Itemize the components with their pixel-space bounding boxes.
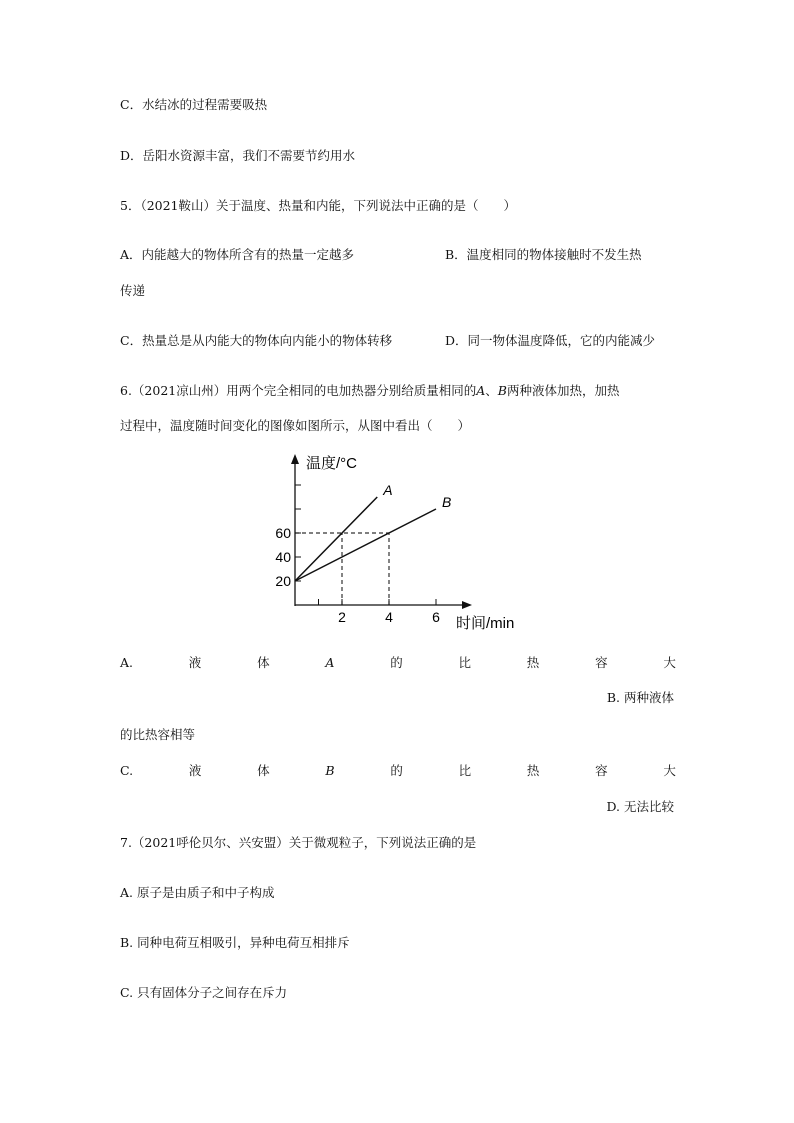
q6-option-a bbox=[120, 655, 676, 671]
q6-liquid-a: A bbox=[476, 383, 486, 398]
q6c-part: 比 bbox=[458, 763, 472, 778]
q6c-part: 热 bbox=[526, 763, 540, 778]
y-axis-label: 温度/°C bbox=[306, 455, 357, 472]
q6-sep: 、 bbox=[485, 383, 498, 398]
x-ticks bbox=[319, 599, 441, 625]
x-axis-arrow bbox=[462, 601, 472, 609]
q6a-part: 热 bbox=[526, 655, 540, 670]
x-tick-label: 2 bbox=[338, 609, 346, 625]
q7-stem: 7.（2021呼伦贝尔、兴安盟）关于微观粒子，下列说法正确的是 bbox=[120, 835, 477, 850]
q6-option-b: B. 两种液体 bbox=[606, 690, 674, 705]
q6c-part: C. bbox=[120, 763, 134, 778]
x-tick-label: 6 bbox=[432, 609, 440, 625]
q6c-part: 大 bbox=[663, 763, 676, 778]
temperature-time-chart bbox=[262, 446, 527, 636]
q6-stem-line1 bbox=[120, 383, 620, 399]
y-ticks bbox=[275, 485, 301, 589]
series-line-A bbox=[295, 497, 377, 581]
q6-stem-line2: 过程中，温度随时间变化的图像如图所示，从图中看出（ ） bbox=[120, 418, 471, 433]
y-tick-label: 40 bbox=[275, 549, 291, 565]
q5-option-c: C．热量总是从内能大的物体向内能小的物体转移 bbox=[120, 333, 393, 348]
series-lines bbox=[295, 482, 451, 581]
q5-option-a: A．内能越大的物体所含有的热量一定越多 bbox=[120, 247, 355, 262]
q6a-part: 容 bbox=[595, 655, 608, 670]
chart-axes bbox=[291, 454, 472, 609]
x-axis-label: 时间/min bbox=[456, 615, 515, 632]
y-tick-label: 60 bbox=[275, 525, 291, 541]
q6-option-b-continued: 的比热容相等 bbox=[120, 727, 196, 742]
q5-option-b-continued: 传递 bbox=[120, 283, 146, 298]
x-tick-label: 4 bbox=[385, 609, 393, 625]
q6a-part: 液 bbox=[188, 655, 202, 670]
series-label-A: A bbox=[383, 482, 393, 498]
q6c-part: B bbox=[325, 763, 335, 778]
q7-option-b: B. 同种电荷互相吸引，异种电荷互相排斥 bbox=[120, 935, 350, 950]
q5-stem: 5．（2021鞍山）关于温度、热量和内能，下列说法中正确的是（ ） bbox=[120, 198, 517, 213]
q6-option-c bbox=[120, 763, 676, 779]
q4-option-c: C．水结冰的过程需要吸热 bbox=[120, 97, 268, 112]
q6a-part: A. bbox=[120, 655, 134, 670]
q6c-part: 容 bbox=[595, 763, 608, 778]
q6c-part: 的 bbox=[390, 763, 403, 778]
q7-option-c: C. 只有固体分子之间存在斥力 bbox=[120, 985, 288, 1000]
q6-stem-pre: 6.（2021凉山州）用两个完全相同的电加热器分别给质量相同的 bbox=[120, 383, 477, 398]
q6-liquid-b: B bbox=[497, 383, 507, 398]
q6a-part: A bbox=[325, 655, 335, 670]
y-axis-arrow bbox=[291, 454, 299, 464]
q4-option-d: D．岳阳水资源丰富，我们不需要节约用水 bbox=[120, 148, 356, 163]
q6a-part: 的 bbox=[390, 655, 403, 670]
q7-option-a: A. 原子是由质子和中子构成 bbox=[120, 885, 275, 900]
series-label-B: B bbox=[442, 494, 452, 510]
q6c-part: 体 bbox=[257, 763, 270, 778]
q5-option-d: D．同一物体温度降低，它的内能减少 bbox=[445, 333, 656, 348]
q6a-part: 比 bbox=[458, 655, 472, 670]
q5-option-b: B．温度相同的物体接触时不发生热 bbox=[445, 247, 642, 262]
q6a-part: 体 bbox=[257, 655, 270, 670]
q6-stem-post: 两种液体加热，加热 bbox=[506, 383, 620, 398]
series-line-B bbox=[295, 509, 436, 581]
q6c-part: 液 bbox=[188, 763, 202, 778]
dashed-guides bbox=[295, 533, 389, 605]
q6a-part: 大 bbox=[663, 655, 676, 670]
y-tick-label: 20 bbox=[275, 573, 291, 589]
q6-option-d: D. 无法比较 bbox=[606, 799, 674, 814]
